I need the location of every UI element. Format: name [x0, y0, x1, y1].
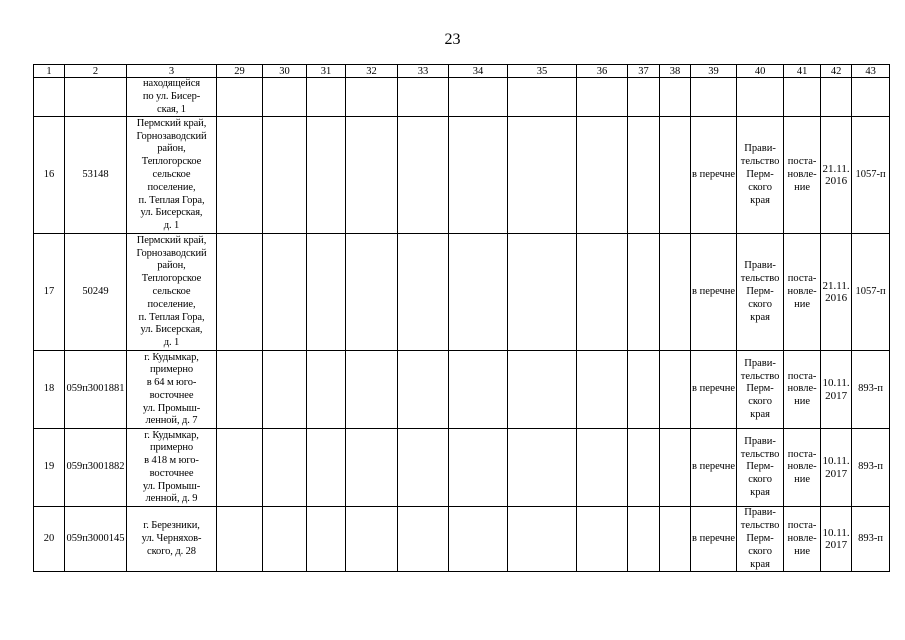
- issuing-authority: [737, 78, 784, 117]
- empty-cell: [628, 117, 660, 234]
- empty-cell: [508, 117, 577, 234]
- column-header: 38: [660, 65, 691, 78]
- document-date: 21.11. 2016: [821, 117, 852, 234]
- table-row: [34, 117, 890, 234]
- address: находящейся по ул. Бисер- ская, 1: [127, 78, 217, 117]
- cadastral-number: [65, 78, 127, 117]
- empty-cell: [660, 117, 691, 234]
- document-date: 10.11. 2017: [821, 507, 852, 572]
- empty-cell: [628, 507, 660, 572]
- decree-number: 1057-п: [852, 117, 890, 234]
- table-row: [34, 234, 890, 351]
- empty-cell: [263, 234, 307, 351]
- empty-cell: [449, 117, 508, 234]
- empty-cell: [508, 429, 577, 507]
- empty-cell: [577, 429, 628, 507]
- issuing-authority: Прави- тельство Перм- ского края: [737, 429, 784, 507]
- empty-cell: [307, 78, 346, 117]
- empty-cell: [217, 117, 263, 234]
- address: Пермский край, Горнозаводский район, Теплогорское сельское поселение, п. Теплая Гора, ул. Бисерская, д. 1: [127, 234, 217, 351]
- empty-cell: [398, 78, 449, 117]
- empty-cell: [508, 78, 577, 117]
- column-header: 36: [577, 65, 628, 78]
- empty-cell: [508, 234, 577, 351]
- empty-cell: [346, 429, 398, 507]
- address: г. Кудымкар, примерно в 418 м юго- восточнее ул. Промыш- ленной, д. 9: [127, 429, 217, 507]
- empty-cell: [346, 117, 398, 234]
- empty-cell: [346, 507, 398, 572]
- decree-number: 893-п: [852, 351, 890, 429]
- empty-cell: [307, 234, 346, 351]
- row-number: 17: [34, 234, 65, 351]
- empty-cell: [577, 507, 628, 572]
- empty-cell: [449, 429, 508, 507]
- empty-cell: [217, 507, 263, 572]
- cadastral-number: 53148: [65, 117, 127, 234]
- column-header: 42: [821, 65, 852, 78]
- document-date: 10.11. 2017: [821, 429, 852, 507]
- list-status: в перечне: [691, 507, 737, 572]
- empty-cell: [628, 78, 660, 117]
- empty-cell: [628, 429, 660, 507]
- decree-number: [852, 78, 890, 117]
- column-header: 40: [737, 65, 784, 78]
- document-type: поста- новле- ние: [784, 351, 821, 429]
- empty-cell: [398, 351, 449, 429]
- document-date: [821, 78, 852, 117]
- empty-cell: [660, 351, 691, 429]
- empty-cell: [398, 507, 449, 572]
- empty-cell: [307, 429, 346, 507]
- list-status: в перечне: [691, 351, 737, 429]
- empty-cell: [307, 351, 346, 429]
- issuing-authority: Прави- тельство Перм- ского края: [737, 507, 784, 572]
- address: г. Березники, ул. Черняхов- ского, д. 28: [127, 507, 217, 572]
- table-row: [34, 78, 890, 117]
- empty-cell: [449, 351, 508, 429]
- table-row: [34, 507, 890, 572]
- decree-number: 1057-п: [852, 234, 890, 351]
- list-status: в перечне: [691, 117, 737, 234]
- list-status: в перечне: [691, 429, 737, 507]
- empty-cell: [263, 117, 307, 234]
- row-number: 16: [34, 117, 65, 234]
- column-header: 3: [127, 65, 217, 78]
- cadastral-number: 059п3001881: [65, 351, 127, 429]
- column-header: 1: [34, 65, 65, 78]
- decree-number: 893-п: [852, 507, 890, 572]
- empty-cell: [307, 117, 346, 234]
- empty-cell: [508, 507, 577, 572]
- empty-cell: [217, 234, 263, 351]
- empty-cell: [660, 234, 691, 351]
- issuing-authority: Прави- тельство Перм- ского края: [737, 117, 784, 234]
- column-header: 43: [852, 65, 890, 78]
- document-type: [784, 78, 821, 117]
- empty-cell: [398, 234, 449, 351]
- empty-cell: [449, 78, 508, 117]
- empty-cell: [346, 78, 398, 117]
- issuing-authority: Прави- тельство Перм- ского края: [737, 351, 784, 429]
- empty-cell: [577, 78, 628, 117]
- address: Пермский край, Горнозаводский район, Теплогорское сельское поселение, п. Теплая Гора, ул. Бисерская, д. 1: [127, 117, 217, 234]
- cadastral-number: 059п3000145: [65, 507, 127, 572]
- issuing-authority: Прави- тельство Перм- ского края: [737, 234, 784, 351]
- column-header: 41: [784, 65, 821, 78]
- empty-cell: [577, 234, 628, 351]
- cadastral-number: 50249: [65, 234, 127, 351]
- empty-cell: [628, 234, 660, 351]
- column-header: 37: [628, 65, 660, 78]
- column-header: 29: [217, 65, 263, 78]
- document-type: поста- новле- ние: [784, 117, 821, 234]
- page-number: 23: [444, 31, 461, 48]
- empty-cell: [217, 78, 263, 117]
- empty-cell: [263, 507, 307, 572]
- decree-number: 893-п: [852, 429, 890, 507]
- document-type: поста- новле- ние: [784, 234, 821, 351]
- empty-cell: [346, 351, 398, 429]
- empty-cell: [508, 351, 577, 429]
- empty-cell: [217, 351, 263, 429]
- row-number: 18: [34, 351, 65, 429]
- empty-cell: [577, 351, 628, 429]
- list-status: [691, 78, 737, 117]
- column-header: 33: [398, 65, 449, 78]
- address: г. Кудымкар, примерно в 64 м юго- восточнее ул. Промыш- ленной, д. 7: [127, 351, 217, 429]
- column-header: 39: [691, 65, 737, 78]
- empty-cell: [628, 351, 660, 429]
- column-header: 35: [508, 65, 577, 78]
- cadastral-number: 059п3001882: [65, 429, 127, 507]
- row-number: [34, 78, 65, 117]
- row-number: 19: [34, 429, 65, 507]
- document-date: 21.11. 2016: [821, 234, 852, 351]
- empty-cell: [660, 78, 691, 117]
- header-row: [34, 65, 890, 78]
- empty-cell: [398, 117, 449, 234]
- empty-cell: [263, 429, 307, 507]
- empty-cell: [263, 351, 307, 429]
- table-row: [34, 351, 890, 429]
- column-header: 2: [65, 65, 127, 78]
- empty-cell: [660, 429, 691, 507]
- empty-cell: [660, 507, 691, 572]
- empty-cell: [263, 78, 307, 117]
- empty-cell: [449, 507, 508, 572]
- column-header: 32: [346, 65, 398, 78]
- empty-cell: [577, 117, 628, 234]
- column-header: 31: [307, 65, 346, 78]
- empty-cell: [398, 429, 449, 507]
- empty-cell: [346, 234, 398, 351]
- empty-cell: [217, 429, 263, 507]
- empty-cell: [307, 507, 346, 572]
- column-header: 30: [263, 65, 307, 78]
- document-date: 10.11. 2017: [821, 351, 852, 429]
- document-type: поста- новле- ние: [784, 507, 821, 572]
- registry-table: [33, 64, 890, 572]
- table-row: [34, 429, 890, 507]
- list-status: в перечне: [691, 234, 737, 351]
- row-number: 20: [34, 507, 65, 572]
- empty-cell: [449, 234, 508, 351]
- document-type: поста- новле- ние: [784, 429, 821, 507]
- column-header: 34: [449, 65, 508, 78]
